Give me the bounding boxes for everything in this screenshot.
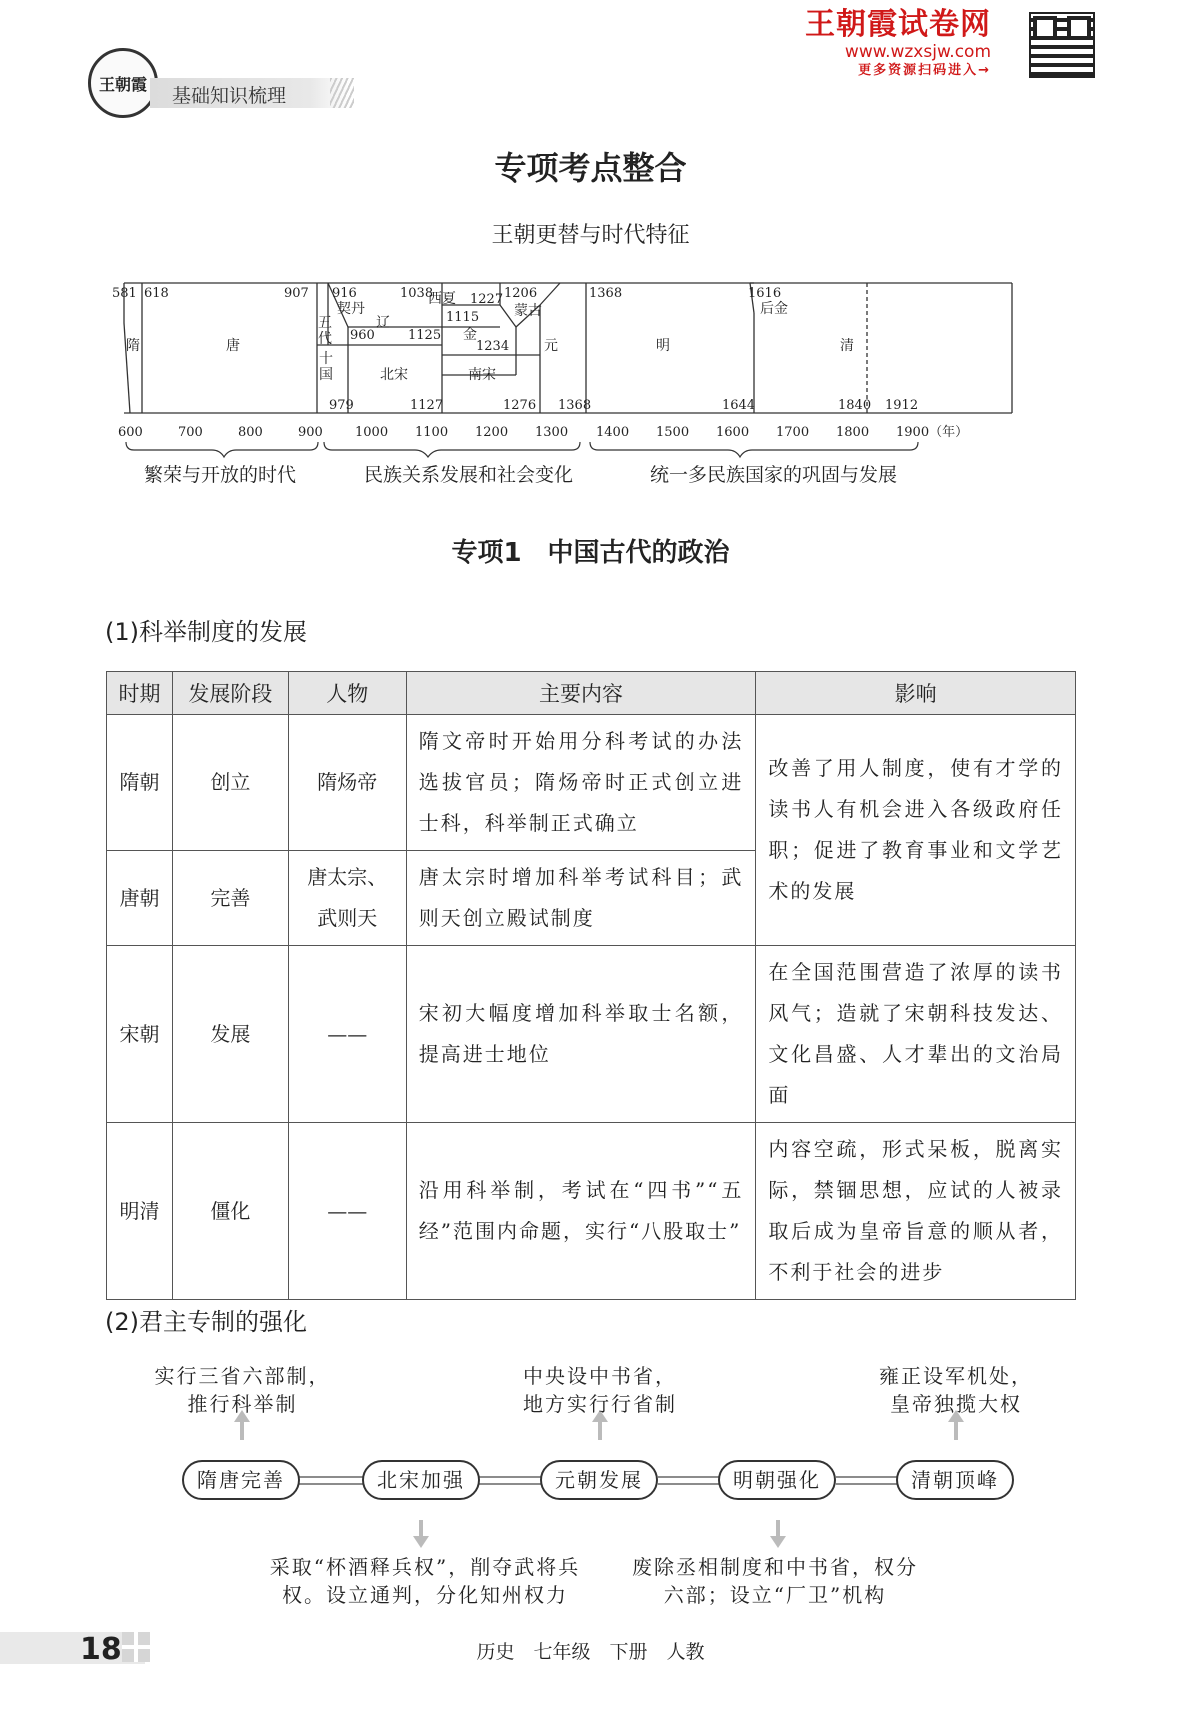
dynasty-yuan: 元 bbox=[544, 338, 558, 354]
year-1616: 1616 bbox=[748, 286, 782, 301]
year-960: 960 bbox=[350, 328, 375, 343]
axis-tick-900: 900 bbox=[298, 425, 323, 440]
row-stage: 发展 bbox=[172, 946, 288, 1123]
year-1644: 1644 bbox=[722, 398, 756, 413]
header-period: 时期 bbox=[107, 672, 173, 715]
top-note-sui-tang bbox=[140, 1362, 345, 1418]
dynasty-beisong: 北宋 bbox=[380, 367, 408, 383]
year-1227: 1227 bbox=[470, 292, 504, 307]
row-content: 唐太宗时增加科举考试科目；武则天创立殿试制度 bbox=[406, 851, 756, 946]
note-line: 废除丞相制度和中书省，权分 bbox=[632, 1555, 918, 1579]
header-impact: 影响 bbox=[756, 672, 1076, 715]
dynasty-nansong: 南宋 bbox=[468, 367, 496, 383]
brand-url[interactable]: www.wzxsjw.com bbox=[844, 42, 991, 62]
dynasty-wudai-1: 五 bbox=[318, 315, 332, 331]
row-period: 唐朝 bbox=[107, 851, 173, 946]
qr-code-icon[interactable] bbox=[1029, 12, 1095, 78]
flow-node-sui-tang: 隋唐完善 bbox=[182, 1460, 300, 1500]
table-header-row bbox=[107, 672, 1076, 715]
year-618: 618 bbox=[144, 286, 169, 301]
dynasty-timeline bbox=[112, 275, 1080, 490]
axis-tick-1700: 1700 bbox=[776, 425, 810, 440]
row-stage: 完善 bbox=[172, 851, 288, 946]
row-person: —— bbox=[288, 946, 406, 1123]
year-1276: 1276 bbox=[503, 398, 537, 413]
dynasty-liao: 辽 bbox=[376, 315, 390, 331]
bottom-note-ming bbox=[620, 1553, 930, 1609]
table-row bbox=[107, 946, 1076, 1123]
dynasty-qing: 清 bbox=[840, 338, 854, 354]
year-1125: 1125 bbox=[408, 328, 442, 343]
row-stage: 创立 bbox=[172, 715, 288, 851]
dynasty-jin: 金 bbox=[463, 327, 477, 343]
section-label: 基础知识梳理 bbox=[172, 85, 287, 107]
year-1840: 1840 bbox=[838, 398, 872, 413]
note-line: 实行三省六部制， bbox=[154, 1364, 331, 1388]
dynasty-xixia: 西夏 bbox=[428, 291, 456, 307]
dynasty-shiguo-1: 十 bbox=[319, 351, 333, 367]
dynasty-houjin: 后金 bbox=[760, 301, 788, 317]
year-979: 979 bbox=[329, 398, 354, 413]
row-impact-sui-tang: 改善了用人制度，使有才学的读书人有机会进入各级政府任职；促进了教育事业和文学艺术的发展 bbox=[756, 715, 1076, 946]
section-label-bar bbox=[150, 78, 350, 108]
note-line: 皇帝独揽大权 bbox=[890, 1392, 1022, 1416]
keju-table bbox=[106, 671, 1076, 1300]
year-1038: 1038 bbox=[400, 286, 434, 301]
keju-heading: (1)科举制度的发展 bbox=[105, 618, 307, 646]
table-row bbox=[107, 1123, 1076, 1300]
year-1368-end: 1368 bbox=[558, 398, 592, 413]
flow-node-qing: 清朝顶峰 bbox=[896, 1460, 1014, 1500]
year-1912: 1912 bbox=[885, 398, 919, 413]
note-line: 推行科举制 bbox=[187, 1392, 298, 1416]
row-period: 隋朝 bbox=[107, 715, 173, 851]
row-content: 隋文帝时开始用分科考试的办法选拔官员；隋炀帝时正式创立进士科，科举制正式确立 bbox=[406, 715, 756, 851]
note-line: 权。设立通判，分化知州权力 bbox=[282, 1583, 568, 1607]
header-content: 主要内容 bbox=[406, 672, 756, 715]
header-stage: 发展阶段 bbox=[172, 672, 288, 715]
dynasty-tang: 唐 bbox=[226, 338, 240, 354]
bottom-note-bei-song bbox=[255, 1553, 595, 1609]
year-916: 916 bbox=[332, 286, 357, 301]
flow-node-bei-song: 北宋加强 bbox=[362, 1460, 480, 1500]
note-line: 雍正设军机处， bbox=[879, 1364, 1033, 1388]
axis-tick-1500: 1500 bbox=[656, 425, 690, 440]
dynasty-menggu: 蒙古 bbox=[514, 303, 542, 319]
page-title: 专项考点整合 bbox=[494, 149, 687, 187]
year-1127: 1127 bbox=[410, 398, 444, 413]
flow-node-ming: 明朝强化 bbox=[718, 1460, 836, 1500]
year-581: 581 bbox=[112, 286, 137, 301]
row-period: 宋朝 bbox=[107, 946, 173, 1123]
axis-tick-1000: 1000 bbox=[355, 425, 389, 440]
row-stage: 僵化 bbox=[172, 1123, 288, 1300]
brand-name: 王朝霞试卷网 bbox=[805, 7, 991, 42]
axis-tick-800: 800 bbox=[238, 425, 263, 440]
dynasty-sui: 隋 bbox=[126, 338, 140, 354]
note-line: 采取“杯酒释兵权”，削夺武将兵 bbox=[269, 1555, 581, 1579]
row-person: —— bbox=[288, 1123, 406, 1300]
year-1115: 1115 bbox=[446, 310, 480, 325]
axis-tick-1900: 1900（年） bbox=[896, 425, 969, 440]
brand-slogan: 更多资源扫码进入→ bbox=[858, 63, 991, 78]
top-note-yuan bbox=[500, 1362, 700, 1418]
dynasty-shiguo-2: 国 bbox=[319, 367, 333, 383]
axis-tick-1400: 1400 bbox=[596, 425, 630, 440]
note-line: 六部；设立“厂卫”机构 bbox=[663, 1583, 887, 1607]
publisher-logo bbox=[88, 48, 158, 118]
flow-node-yuan: 元朝发展 bbox=[540, 1460, 658, 1500]
top-note-qing bbox=[856, 1362, 1056, 1418]
axis-tick-600: 600 bbox=[118, 425, 143, 440]
row-content: 宋初大幅度增加科举取士名额，提高进士地位 bbox=[406, 946, 756, 1123]
autocracy-heading: (2)君主专制的强化 bbox=[105, 1308, 307, 1336]
era-label-2: 民族关系发展和社会变化 bbox=[364, 464, 574, 486]
header-person: 人物 bbox=[288, 672, 406, 715]
timeline-title: 王朝更替与时代特征 bbox=[491, 223, 690, 248]
axis-tick-1600: 1600 bbox=[716, 425, 750, 440]
decorative-stripes bbox=[330, 78, 354, 108]
book-info: 历史 七年级 下册 人教 bbox=[476, 1641, 705, 1663]
dynasty-qidan: 契丹 bbox=[337, 301, 365, 317]
dynasty-ming: 明 bbox=[656, 338, 670, 354]
row-content: 沿用科举制，考试在“四书”“五经”范围内命题，实行“八股取士” bbox=[406, 1123, 756, 1300]
section-title: 专项1 中国古代的政治 bbox=[451, 538, 730, 568]
logo-text: 王朝霞 bbox=[98, 74, 147, 94]
axis-tick-1200: 1200 bbox=[475, 425, 509, 440]
era-label-3: 统一多民族国家的巩固与发展 bbox=[650, 464, 898, 486]
dynasty-wudai-2: 代 bbox=[318, 331, 332, 347]
year-1368: 1368 bbox=[589, 286, 623, 301]
row-impact: 内容空疏，形式呆板，脱离实际，禁锢思想，应试的人被录取后成为皇帝旨意的顺从者，不利于社会的进步 bbox=[756, 1123, 1076, 1300]
axis-tick-1300: 1300 bbox=[535, 425, 569, 440]
page-number: 18 bbox=[80, 1632, 122, 1667]
note-line: 地方实行行省制 bbox=[523, 1392, 677, 1416]
table-row bbox=[107, 715, 1076, 851]
note-line: 中央设中书省， bbox=[523, 1364, 677, 1388]
axis-tick-1100: 1100 bbox=[415, 425, 449, 440]
row-impact: 在全国范围营造了浓厚的读书风气；造就了宋朝科技发达、文化昌盛、人才辈出的文治局面 bbox=[756, 946, 1076, 1123]
era-label-1: 繁荣与开放的时代 bbox=[144, 464, 297, 486]
row-period: 明清 bbox=[107, 1123, 173, 1300]
row-person: 唐太宗、武则天 bbox=[288, 851, 406, 946]
year-1234: 1234 bbox=[476, 339, 510, 354]
row-person: 隋炀帝 bbox=[288, 715, 406, 851]
brand-block bbox=[805, 8, 991, 80]
axis-tick-1800: 1800 bbox=[836, 425, 870, 440]
year-1206: 1206 bbox=[504, 286, 538, 301]
axis-tick-700: 700 bbox=[178, 425, 203, 440]
year-907: 907 bbox=[284, 286, 309, 301]
